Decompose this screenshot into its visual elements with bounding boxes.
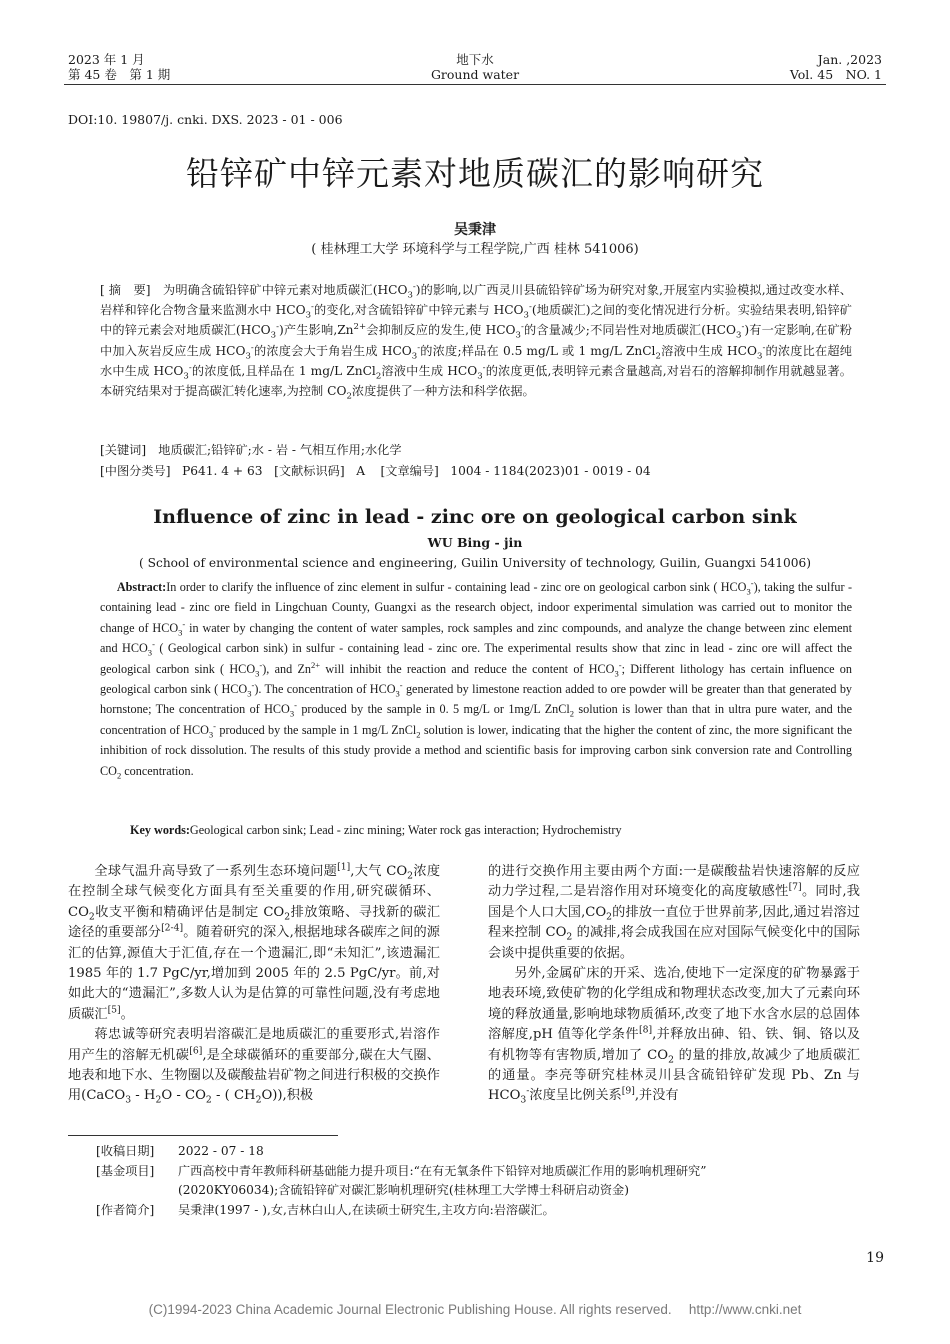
keywords-en-text: Geological carbon sink; Lead - zinc mining; Water rock gas interaction; Hydrochemistry: [189, 823, 622, 837]
body-column-left: [68, 862, 440, 1107]
body-paragraph: 的进行交换作用主要由两个方面:一是碳酸盐岩快速溶解的反应动力学过程,二是岩溶作用对环境变化的高度敏感性[7]。同时,我国是个人口大国$,CO_2$的排放一直位于世界前茅,因此,通过岩溶过程来控制 $CO_2$ 的减排,将会成我国在应对国际气候变化中的国际会谈中提供重要的依据。: [488, 864, 860, 961]
article-no-value: 1004 - 1184(2023)01 - 0019 - 04: [450, 464, 651, 478]
page-number: 19: [866, 1250, 884, 1266]
footnote-rule: [68, 1135, 338, 1136]
citation: [7]: [788, 882, 802, 894]
body-paragraph: 全球气温升高导致了一系列生态环境问题[1],大气 $CO_2$浓度在控制全球气候变化方面具有至关重要的作用,研究碳循环、$CO_2$收支平衡和精确评估是制定 $CO_2$排放策略、寻找新的碳汇途径的重要部分[2-4]。随着研究的深入,根据地球各碳库之间的源汇的估算,源值大于汇值,存在一个遗漏汇,即“未知汇”,该遗漏汇 1985 年的 1.7 PgC/yr,增加到 2005 年的 2.5 PgC/yr。前,对如此大的“遗漏汇”,多数人认为是估算的可靠性问题,没有考虑地质碳汇[5]。: [68, 861, 441, 1022]
fund-row: [基金项目] 广西高校中青年教师科研基础能力提升项目:“在有无氧条件下铅锌对地质碳汇作用的影响机理研究” (2020KY06034);含硫铅锌矿对碳汇影响机理研究(桂林理工大学博士科研启动资金): [96, 1163, 707, 1197]
journal-name-en: Ground water: [430, 67, 520, 82]
author-bio-row: [作者简介] 吴秉津(1997 - ),女,吉林白山人,在读硕士研究生,主攻方向:岩溶碳汇。: [96, 1202, 555, 1217]
title-en: Influence of zinc in lead - zinc ore on geological carbon sink: [153, 506, 797, 528]
footnotes: [96, 1142, 886, 1220]
citation: [1]: [337, 861, 351, 873]
doc-code-value: A: [356, 464, 366, 478]
keywords-en-label: Key words:: [130, 823, 190, 837]
keywords-cn: [100, 440, 402, 460]
body-column-right: [488, 862, 860, 1107]
keywords-cn-text: 地质碳汇;铅锌矿;水 - 岩 - 气相互作用;水化学: [158, 443, 402, 457]
abstract-cn-label: [ 摘 要]: [100, 283, 151, 297]
keywords-cn-label: [关键词]: [100, 443, 147, 457]
title-cn: 铅锌矿中锌元素对地质碳汇的影响研究: [186, 154, 764, 193]
header-volume-en: Vol. 45 NO. 1: [789, 67, 882, 82]
article-no-label: [文章编号]: [380, 464, 439, 478]
abstract-cn: [ 摘 要] 为明确含硫铅锌矿中锌元素对地质碳汇$(HCO_3^-)$的影响,以广西灵川县硫铅锌矿场为研究对象,开展室内实验模拟,通过改变水样、岩样和锌化合物含量来监测水中 $HCO_3^-$的变化,对含硫铅锌矿中锌元素与 $HCO_3^-$(地质碳汇)之间的变化情况进行分析。实验结果表明,铅锌矿中的锌元素会对地质碳汇$(HCO_3^-)$产生影响$,Zn^{2+}$会抑制反应的发生,使 $HCO_3^-$的含量减少;不同岩性对地质碳汇$(HCO_3^-)$有一定影响,在矿粉中加入灰岩反应生成 $HCO_3^-$的浓度会大于角岩生成 $HCO_3^-$的浓度;样品在 0.5 mg/L 或 1 mg/L ZnCl$_2$溶液中生成 $HCO_3^-$的浓度比在超纯水中生成 $HCO_3^-$的浓度低,且样品在 1 mg/L ZnCl$_2$溶液中生成 $HCO_3^-$的浓度更低,表明锌元素含量越高,对岩石的溶解抑制作用就越显著。本研究结果对于提高碳汇转化速率,为控制 $CO_2$浓度提供了一种方法和科学依据。: [100, 281, 852, 402]
journal-name-cn: 地下水: [456, 52, 494, 67]
header-date-en: Jan. ,2023: [817, 52, 882, 67]
citation: [9]: [621, 1086, 635, 1098]
affiliation-cn: ( 桂林理工大学 环境科学与工程学院,广西 桂林 541006): [311, 242, 639, 257]
clc-value: P641. 4 + 63: [182, 464, 263, 478]
header-right: [790, 52, 882, 82]
abstract-en-label: Abstract:: [116, 580, 167, 594]
author-en: WU Bing - jin: [427, 535, 523, 550]
affiliation-en: ( School of environmental science and engineering, Guilin University of technology, Guilin, Guangxi 541006): [139, 556, 811, 570]
classification-row: [100, 461, 651, 481]
doc-code-label: [文献标识码]: [274, 464, 345, 478]
citation: [6]: [189, 1045, 203, 1057]
citation: [5]: [107, 1004, 121, 1016]
body-paragraph: 另外,金属矿床的开采、选冶,使地下一定深度的矿物暴露于地表环境,致使矿物的化学组成和物理状态改变,加大了元素向环境的释放通量,影响地球物质循环,改变了地下水含水层的总固体溶解度,pH 值等化学条件[8],并释放出砷、铅、铁、铜、铬以及有机物等有害物质,增加了 $CO_2$ 的量的排放,故减少了地质碳汇的通量。李亮等研究桂林灵川县含硫铅锌矿发现 Pb、Zn 与 $HCO_3^-$浓度呈比例关系[9],并没有: [488, 966, 860, 1107]
citation: [2-4]: [161, 922, 184, 934]
doi: DOI:10. 19807/j. cnki. DXS. 2023 - 01 - 006: [68, 112, 343, 127]
header-date: 2023 年 1 月: [68, 52, 145, 67]
keywords-en: [130, 823, 622, 838]
copyright-watermark: (C)1994-2023 China Academic Journal Electronic Publishing House. All rights reserved. http://www.cnki.net: [148, 1302, 802, 1317]
clc-label: [中图分类号]: [100, 464, 171, 478]
body-paragraph: 蒋忠诚等研究表明岩溶碳汇是地质碳汇的重要形式,岩溶作用产生的溶解无机碳[6],是全球碳循环的重要部分,碳在大气圈、地表和地下水、生物圈以及碳酸盐岩矿物之间进行积极的交换作用(CaCO$_3$ - $H_2O - CO_2$ - ( $CH_2O$)),积极: [68, 1027, 440, 1107]
received-date-row: [收稿日期] 2022 - 07 - 18: [96, 1144, 264, 1158]
citation: [8]: [638, 1024, 653, 1036]
header-volume: 第 45 卷 第 1 期: [68, 67, 171, 82]
header-rule: [64, 84, 886, 85]
abstract-en: Abstract:In order to clarify the influence of zinc element in sulfur - containing lead - zinc ore on geological carbon sink ( $HCO_3^-$), taking the sulfur - containing lead - zinc ore field in Lingchuan County, Guangxi as the research object, indoor experimental simulation was carried out to monitor the change of $HCO_3^-$ in water by changing the content of water samples, rock samples and zinc compounds, and analyze the change between zinc element and $HCO_3^-$ ( Geological carbon sink) in sulfur - containing lead - zinc ore. The experimental results show that zinc in lead - zinc ore will affect the geological carbon sink ( $HCO_3^-$), and $Zn^{2+}$ will inhibit the reaction and reduce the content of $HCO_3^-$; Different lithology has certain influence on geological carbon sink ( $HCO_3^-$). The concentration of $HCO_3^-$ generated by limestone reaction added to ore powder will be greater than that generated by hornstone; The concentration of $HCO_3^-$ produced by the sample in 0. 5 mg/L or 1mg/L ZnCl$_2$ solution is lower than that in ultra pure water, and the concentration of $HCO_3^-$ produced by the sample in 1 mg/L ZnCl$_2$ solution is lower, indicating that the higher the content of zinc, the more significant the inhibition of rock dissolution. The results of this study provide a method and scientific basis for improving carbon sink conversion rate and Controlling $CO_2$ concentration.: [100, 577, 853, 781]
author-cn: 吴秉津: [454, 222, 496, 238]
